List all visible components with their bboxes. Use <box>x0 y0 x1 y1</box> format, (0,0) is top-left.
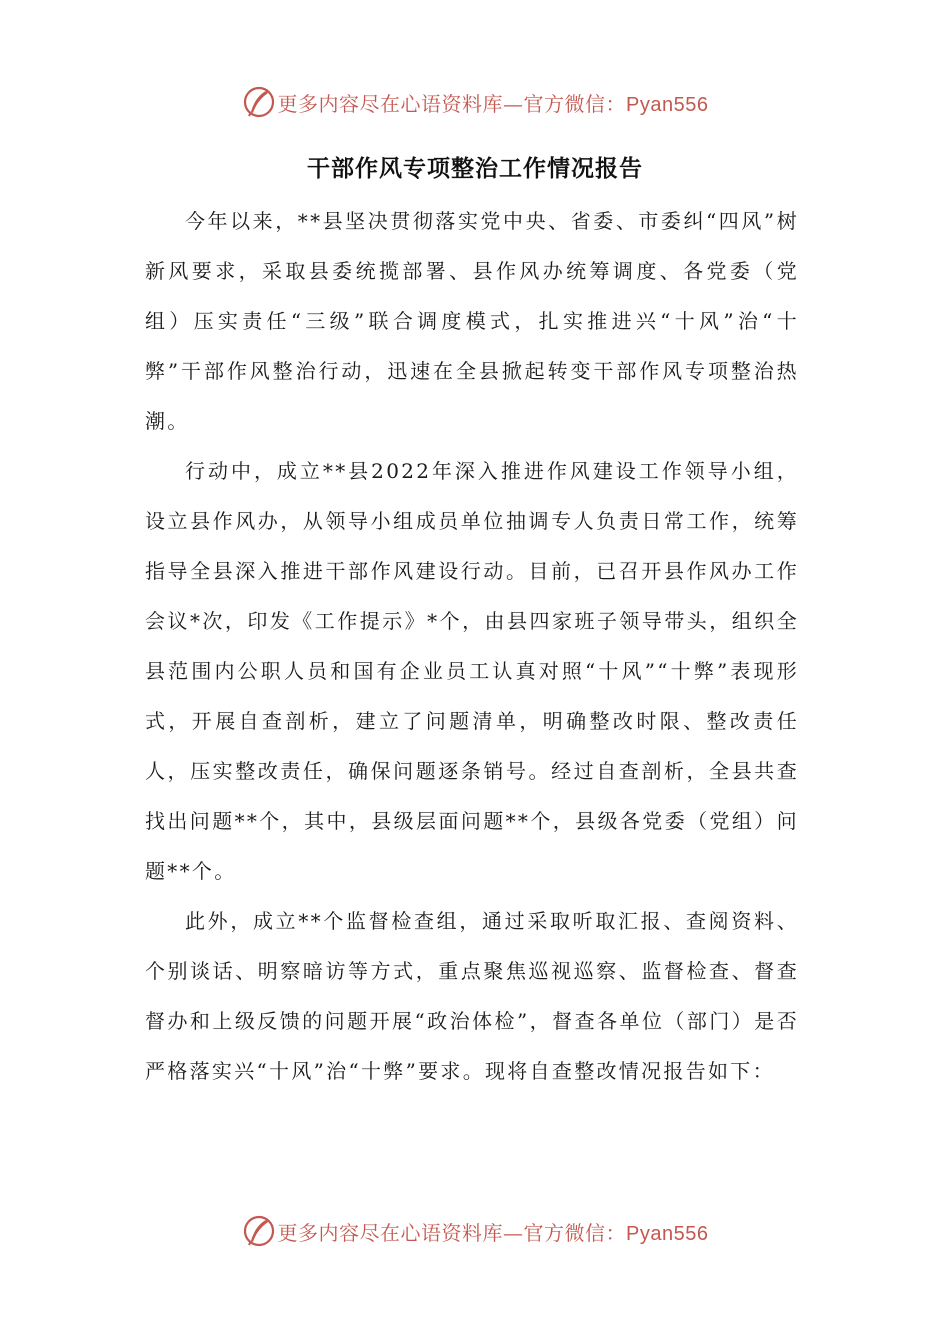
quill-pen-icon <box>242 85 276 119</box>
watermark-label: 更多内容尽在心语资料库—官方微信： <box>277 91 627 116</box>
watermark-wechat-id: Pyan556 <box>626 93 709 116</box>
watermark-wechat-id: Pyan556 <box>626 1222 709 1245</box>
paragraph-2: 行动中，成立**县2022年深入推进作风建设工作领导小组，设立县作风办，从领导小组成员单位抽调专人负责日常工作，统筹指导全县深入推进干部作风建设行动。目前，已召开县作风办工作会议*次，印发《工作提示》*个，由县四家班子领导带头，组织全县范围内公职人员和国有企业员工认真对照“十风”“十弊”表现形式，开展自查剖析，建立了问题清单，明确整改时限、整改责任人，压实整改责任，确保问题逐条销号。经过自查剖析，全县共查找出问题**个，其中，县级层面问题**个，县级各党委（党组）问题**个。 <box>145 459 799 883</box>
watermark-text <box>278 88 709 117</box>
document-title: 干部作风专项整治工作情况报告 <box>307 155 643 182</box>
paragraph-1: 今年以来，**县坚决贯彻落实党中央、省委、市委纠“四风”树新风要求，采取县委统揽部署、县作风办统筹调度、各党委（党组）压实责任“三级”联合调度模式，扎实推进兴“十风”治“十弊”干部作风整治行动，迅速在全县掀起转变干部作风专项整治热潮。 <box>145 209 799 433</box>
paragraph-3: 此外，成立**个监督检查组，通过采取听取汇报、查阅资料、个别谈话、明察暗访等方式，重点聚焦巡视巡察、监督检查、督查督办和上级反馈的问题开展“政治体检”，督查各单位（部门）是否严格落实兴“十风”治“十弊”要求。现将自查整改情况报告如下： <box>145 909 799 1083</box>
watermark-banner-bottom <box>0 1209 950 1253</box>
document-body <box>145 196 799 1096</box>
watermark-banner-top <box>0 80 950 124</box>
watermark-text <box>278 1217 709 1246</box>
watermark-label: 更多内容尽在心语资料库—官方微信： <box>277 1220 627 1245</box>
quill-pen-icon <box>242 1214 276 1248</box>
